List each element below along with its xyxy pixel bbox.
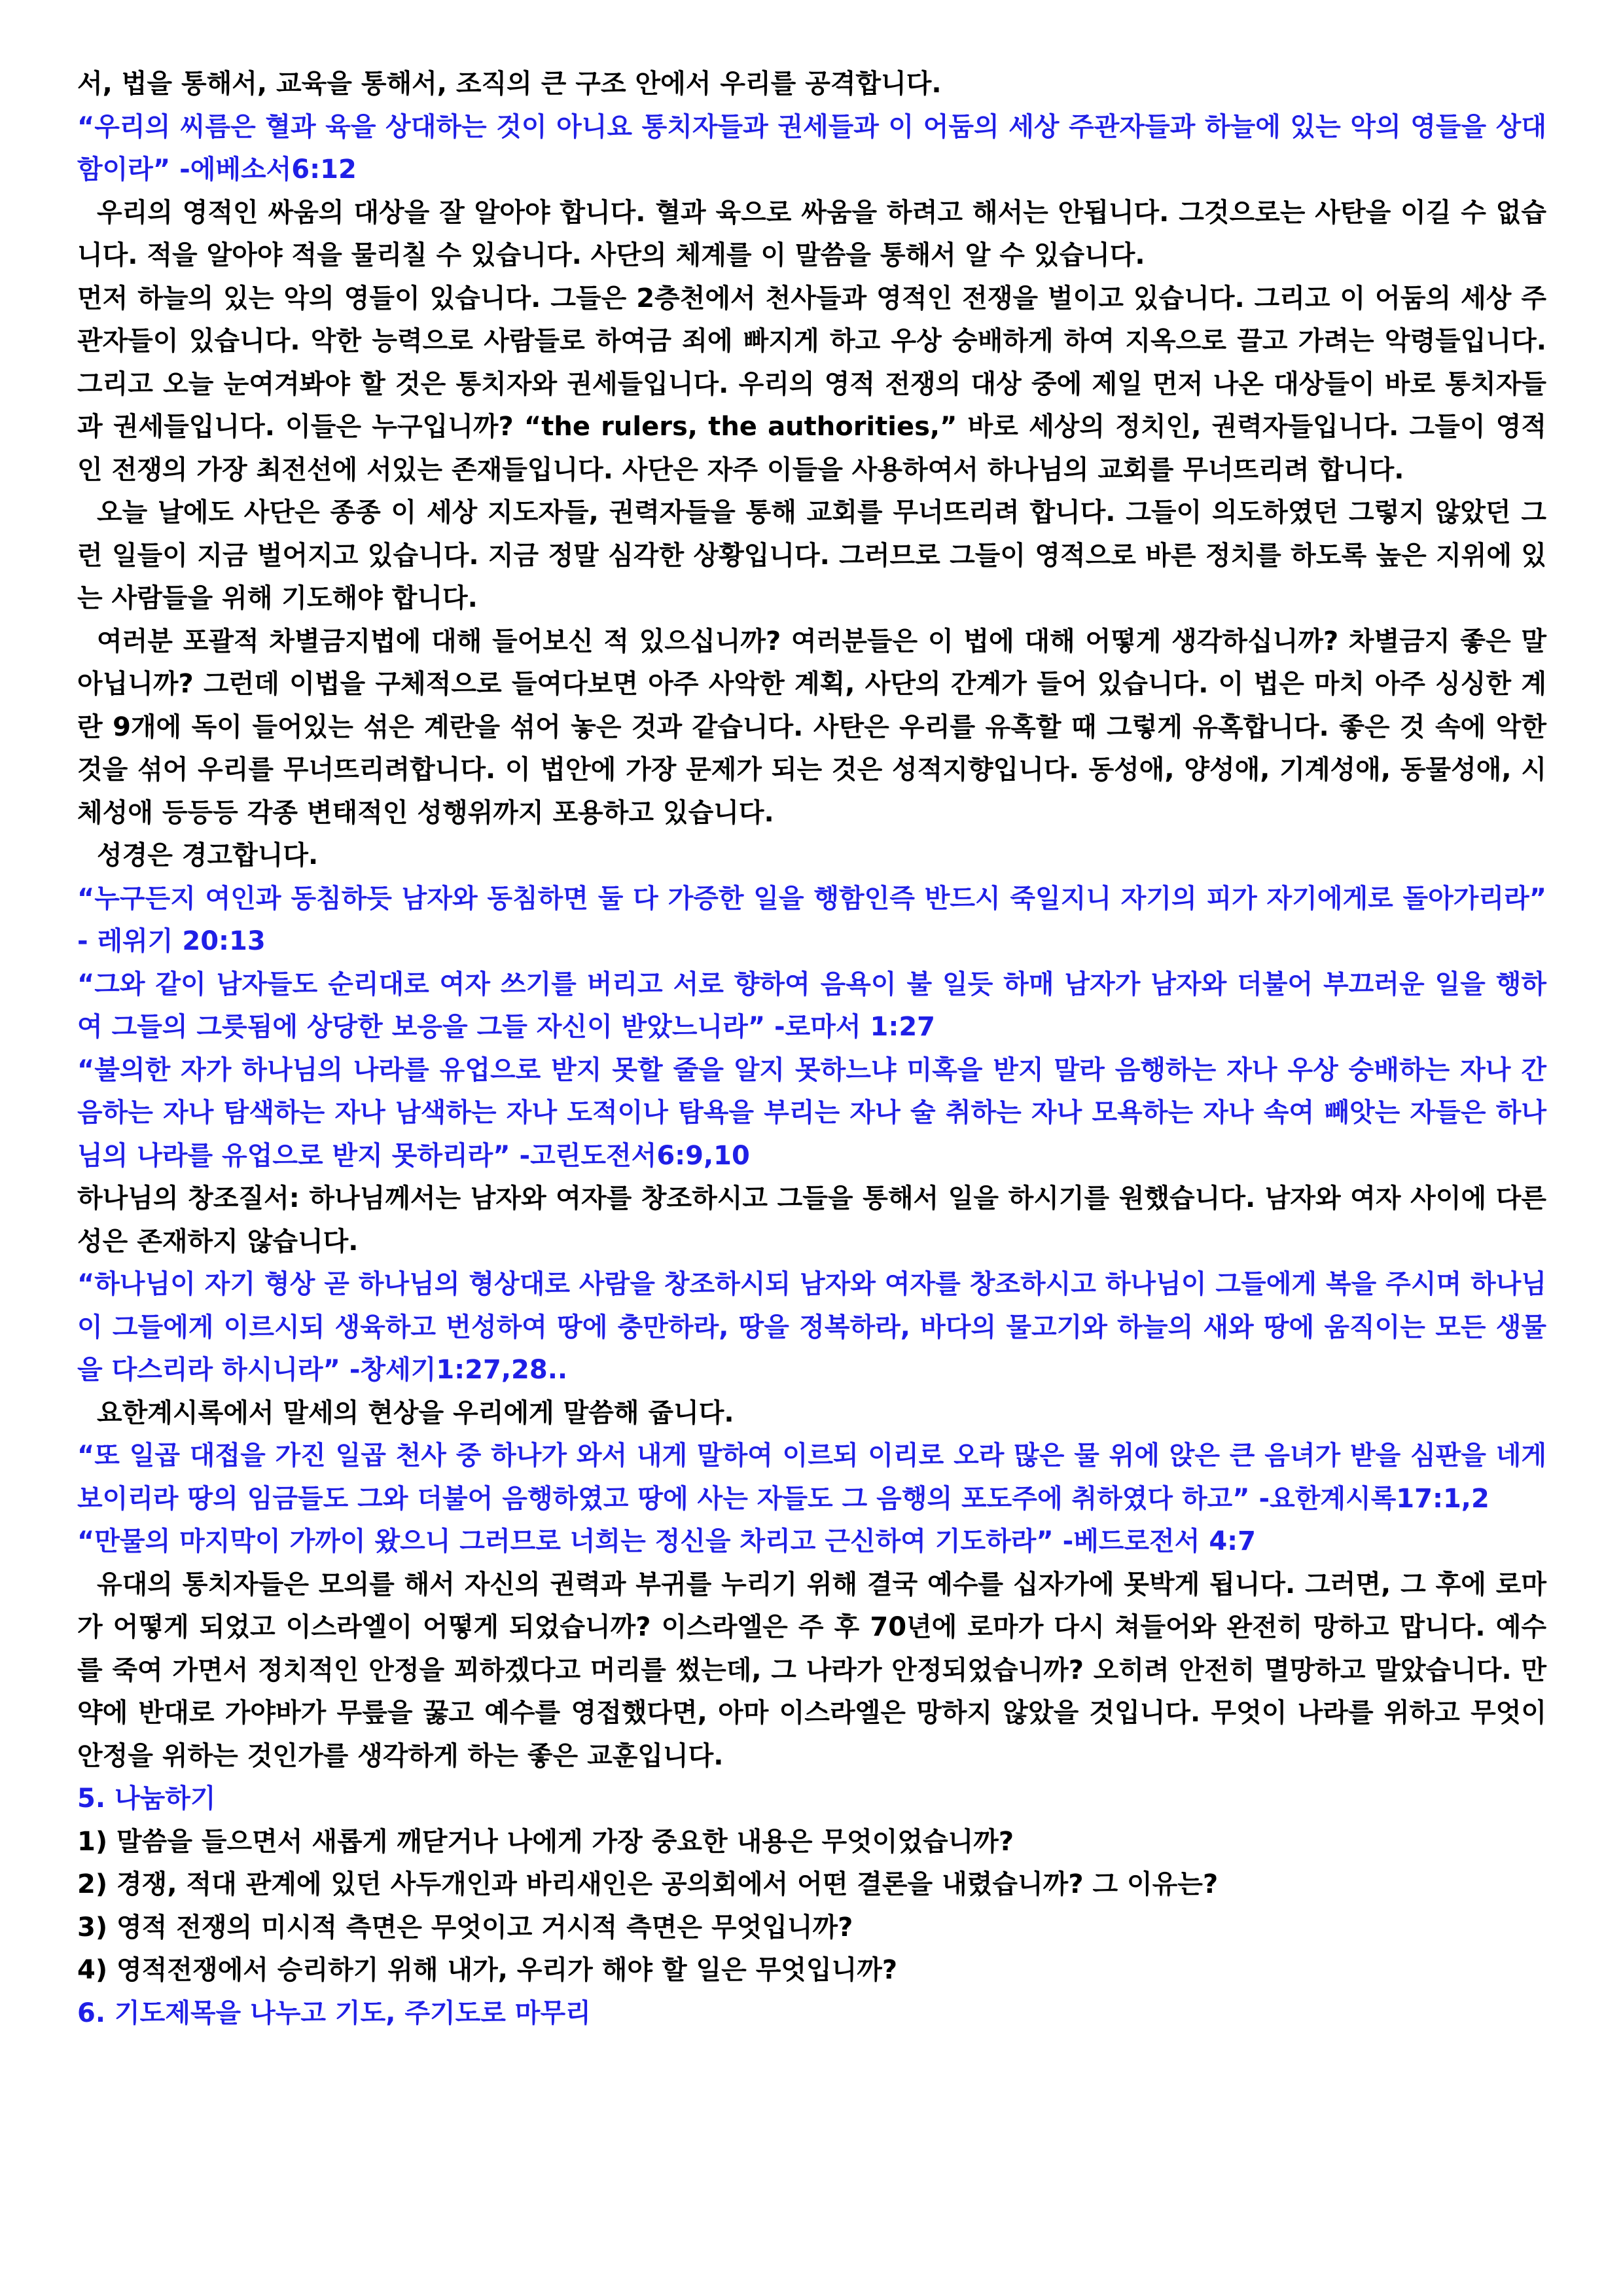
sharing-question: 2) 경쟁, 적대 관계에 있던 사두개인과 바리새인은 공의회에서 어떤 결론을 내렸습니까? 그 이유는? [77, 1869, 1219, 1899]
sharing-heading: 5. 나눔하기 [77, 1784, 216, 1814]
scripture-verse: “불의한 자가 하나님의 나라를 유업으로 받지 못할 줄을 알지 못하느냐 미혹을 받지 말라 음행하는 자나 우상 숭배하는 자나 간음하는 자나 탐색하는 자나 남색하는 자나 도적이나 탐욕을 부리는 자나 술 취하는 자나 모욕하는 자나 속여 빼앗는 자들은 하나님의 나라를 유업으로 받지 못하리라” -고린도전서6:9,10 [77, 1054, 1546, 1171]
sharing-question: 1) 말씀을 들으면서 새롭게 깨닫거나 나에게 가장 중요한 내용은 무엇이었습니까? [77, 1826, 1014, 1857]
body-paragraph: 오늘 날에도 사단은 종종 이 세상 지도자들, 권력자들을 통해 교회를 무너뜨리려 합니다. 그들이 의도하였던 그렇지 않았던 그런 일들이 지금 벌어지고 있습니다. 지금 정말 심각한 상황입니다. 그러므로 그들이 영적으로 바른 정치를 하도록 높은 지위에 있는 사람들을 위해 기도해야 합니다. [77, 497, 1546, 613]
sharing-question: 3) 영적 전쟁의 미시적 측면은 무엇이고 거시적 측면은 무엇입니까? [77, 1912, 853, 1943]
document-page [77, 63, 1546, 2035]
body-paragraph: 하나님의 창조질서: 하나님께서는 남자와 여자를 창조하시고 그들을 통해서 일을 하시기를 원했습니다. 남자와 여자 사이에 다른 성은 존재하지 않습니다. [77, 1183, 1546, 1257]
scripture-verse: “누구든지 여인과 동침하듯 남자와 동침하면 둘 다 가증한 일을 행함인즉 반드시 죽일지니 자기의 피가 자기에게로 돌아가리라” - 레위기 20:13 [77, 883, 1546, 956]
scripture-verse: “하나님이 자기 형상 곧 하나님의 형상대로 사람을 창조하시되 남자와 여자를 창조하시고 하나님이 그들에게 복을 주시며 하나님이 그들에게 이르시되 생육하고 번성하여 땅에 충만하라, 땅을 정복하라, 바다의 물고기와 하늘의 새와 땅에 움직이는 모든 생물을 다스리라 하시니라” -창세기1:27,28.. [77, 1269, 1546, 1385]
closing-heading: 6. 기도제목을 나누고 기도, 주기도로 마무리 [77, 1998, 591, 2028]
body-paragraph: 여러분 포괄적 차별금지법에 대해 들어보신 적 있으십니까? 여러분들은 이 법에 대해 어떻게 생각하십니까? 차별금지 좋은 말 아닙니까? 그런데 이법을 구체적으로 들여다보면 아주 사악한 계획, 사단의 간계가 들어 있습니다. 이 법은 마치 아주 싱싱한 계란 9개에 독이 들어있는 섞은 계란을 섞어 놓은 것과 같습니다. 사탄은 우리를 유혹할 때 그렇게 유혹합니다. 좋은 것 속에 악한 것을 섞어 우리를 무너뜨리려합니다. 이 법안에 가장 문제가 되는 것은 성적지향입니다. 동성애, 양성애, 기계성애, 동물성애, 시체성애 등등등 각종 변태적인 성행위까지 포용하고 있습니다. [77, 626, 1546, 828]
scripture-verse: “그와 같이 남자들도 순리대로 여자 쓰기를 버리고 서로 향하여 음욕이 불 일듯 하매 남자가 남자와 더불어 부끄러운 일을 행하여 그들의 그릇됨에 상당한 보응을 그들 자신이 받았느니라” -로마서 1:27 [77, 969, 1546, 1042]
body-paragraph: 요한계시록에서 말세의 현상을 우리에게 말씀해 줍니다. [97, 1397, 734, 1428]
scripture-verse: “우리의 씨름은 혈과 육을 상대하는 것이 아니요 통치자들과 권세들과 이 어둠의 세상 주관자들과 하늘에 있는 악의 영들을 상대함이라” -에베소서6:12 [77, 111, 1546, 185]
scripture-verse: “또 일곱 대접을 가진 일곱 천사 중 하나가 와서 내게 말하여 이르되 이리로 오라 많은 물 위에 앉은 큰 음녀가 받을 심판을 네게 보이리라 땅의 임금들도 그와 더불어 음행하였고 땅에 사는 자들도 그 음행의 포도주에 취하였다 하고” -요한계시록17:1,2 [77, 1441, 1546, 1514]
body-paragraph: 유대의 통치자들은 모의를 해서 자신의 권력과 부귀를 누리기 위해 결국 예수를 십자가에 못박게 됩니다. 그러면, 그 후에 로마가 어떻게 되었고 이스라엘이 어떻게 되었습니까? 이스라엘은 주 후 70년에 로마가 다시 쳐들어와 완전히 망하고 맙니다. 예수를 죽여 가면서 정치적인 안정을 꾀하겠다고 머리를 썼는데, 그 나라가 안정되었습니까? 오히려 안전히 멸망하고 말았습니다. 만약에 반대로 가야바가 무릎을 꿇고 예수를 영접했다면, 아마 이스라엘은 망하지 않았을 것입니다. 무엇이 나라를 위하고 무엇이 안정을 위하는 것인가를 생각하게 하는 좋은 교훈입니다. [77, 1569, 1546, 1771]
body-paragraph: 먼저 하늘의 있는 악의 영들이 있습니다. 그들은 2층천에서 천사들과 영적인 전쟁을 벌이고 있습니다. 그리고 이 어둠의 세상 주관자들이 있습니다. 악한 능력으로 사람들로 하여금 죄에 빠지게 하고 우상 숭배하게 하여 지옥으로 끌고 가려는 악령들입니다. 그리고 오늘 눈여겨봐야 할 것은 통치자와 권세들입니다. 우리의 영적 전쟁의 대상 중에 제일 먼저 나온 대상들이 바로 통치자들과 권세들입니다. 이들은 누구입니까? “the rulers, the authorities,” 바로 세상의 정치인, 권력자들입니다. 그들이 영적인 전쟁의 가장 최전선에 서있는 존재들입니다. 사단은 자주 이들을 사용하여서 하나님의 교회를 무너뜨리려 합니다. [77, 283, 1546, 485]
body-paragraph: 성경은 경고합니다. [97, 840, 319, 870]
sharing-question: 4) 영적전쟁에서 승리하기 위해 내가, 우리가 해야 할 일은 무엇입니까? [77, 1955, 898, 1985]
body-paragraph: 우리의 영적인 싸움의 대상을 잘 알아야 합니다. 혈과 육으로 싸움을 하려고 해서는 안됩니다. 그것으로는 사탄을 이길 수 없습니다. 적을 알아야 적을 물리칠 수 있습니다. 사단의 체계를 이 말씀을 통해서 알 수 있습니다. [77, 197, 1546, 270]
scripture-verse: “만물의 마지막이 가까이 왔으니 그러므로 너희는 정신을 차리고 근신하여 기도하라” -베드로전서 4:7 [77, 1526, 1256, 1556]
body-paragraph: 서, 법을 통해서, 교육을 통해서, 조직의 큰 구조 안에서 우리를 공격합니다. [77, 69, 942, 99]
